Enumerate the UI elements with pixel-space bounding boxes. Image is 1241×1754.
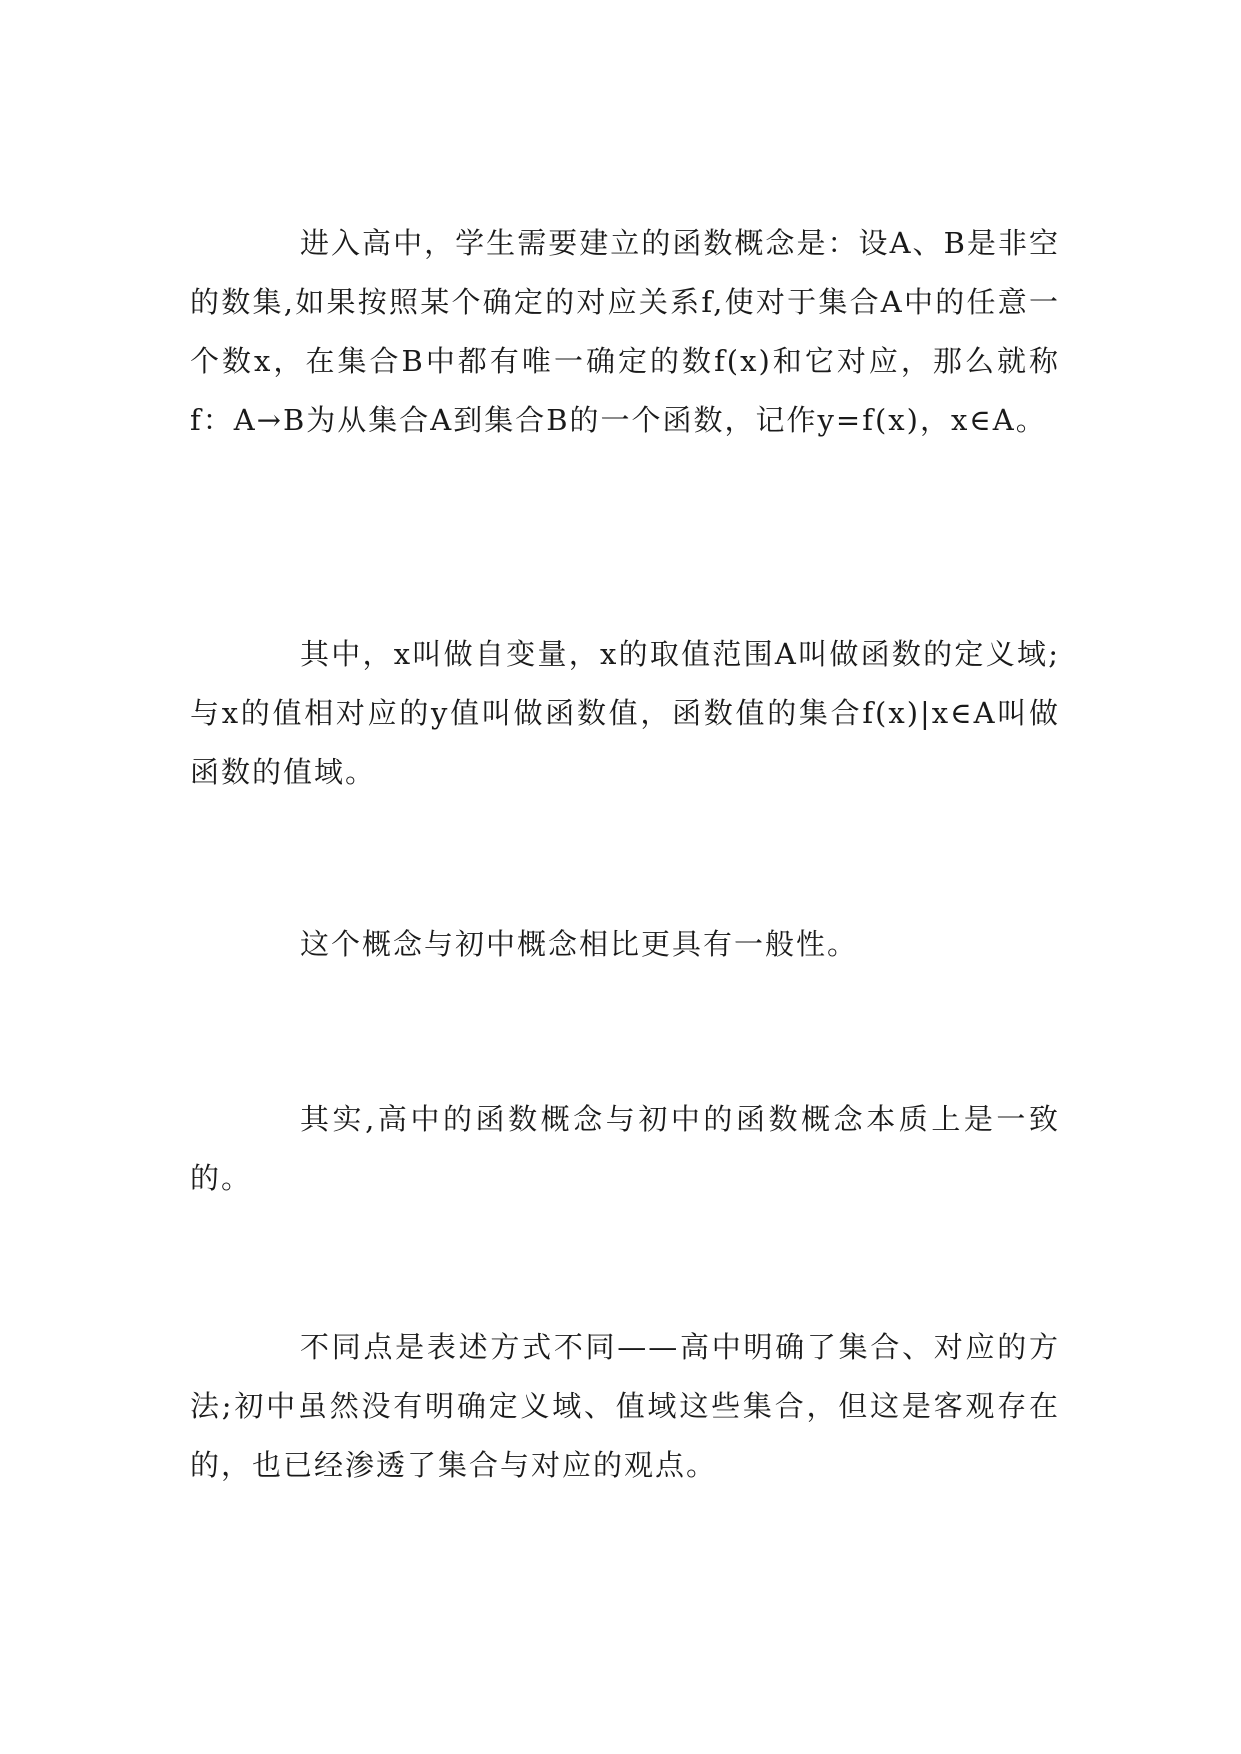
paragraph-function-definition: 进入高中，学生需要建立的函数概念是：设A、B是非空的数集,如果按照某个确定的对应关系f,使对于集合A中的任意一个数x，在集合B中都有唯一确定的数f(x)和它对应，那么就称f：A→B为从集合A到集合B的一个函数，记作y=f(x)，x∈A。 (190, 226, 1060, 437)
paragraph-differences: 不同点是表述方式不同——高中明确了集合、对应的方法;初中虽然没有明确定义域、值域这些集合，但这是客观存在的，也已经渗透了集合与对应的观点。 (190, 1330, 1060, 1482)
paragraph-domain-range: 其中，x叫做自变量，x的取值范围A叫做函数的定义域;与x的值相对应的y值叫做函数值，函数值的集合f(x)|x∈A叫做函数的值域。 (190, 637, 1060, 789)
paragraph-essence-consistent: 其实,高中的函数概念与初中的函数概念本质上是一致的。 (190, 1102, 1060, 1195)
paragraph-generality: 这个概念与初中概念相比更具有一般性。 (300, 927, 859, 961)
